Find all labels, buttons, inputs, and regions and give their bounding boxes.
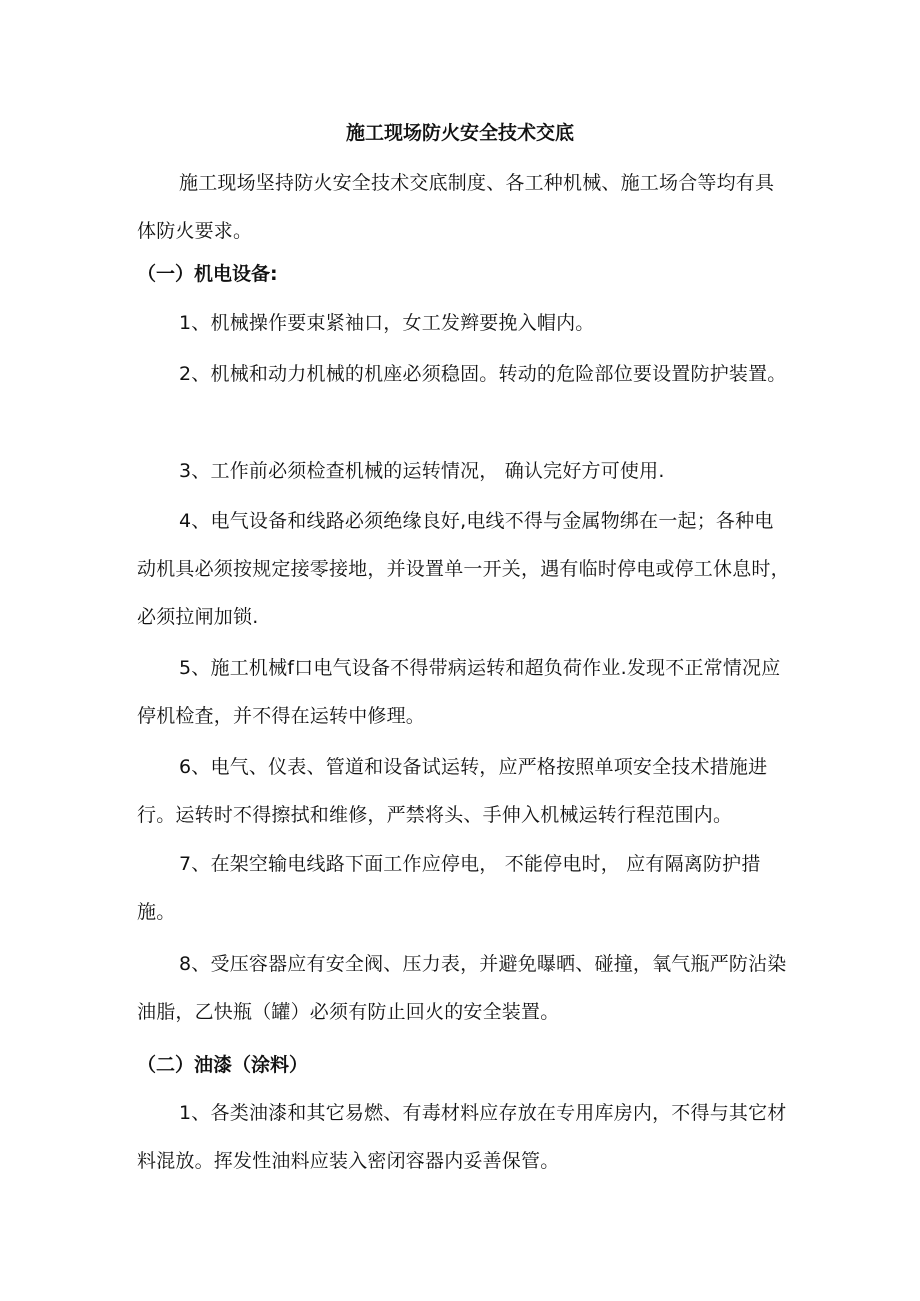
list-item: 8、受压容器应有安全阀、压力表，并避免曝晒、碰撞，氧气瓶严防沾染油脂，乙快瓶（罐）必须有防止回火的安全装置。 (137, 953, 787, 1023)
list-item: 1、机械操作要束紧袖口，女工发辫要挽入帽内。 (179, 312, 595, 334)
list-item: 7、在架空输电线路下面工作应停电， 不能停电时， 应有隔离防护措施。 (137, 853, 761, 923)
intro-paragraph: 施工现场坚持防火安全技术交底制度、各工种机械、施工场合等均有具体防火要求。 (137, 172, 775, 242)
section-heading-paint: （二）油漆（涂料） (137, 1054, 309, 1076)
list-item: 1、各类油漆和其它易燃、有毒材料应存放在专用库房内，不得与其它材料混放。挥发性油料应装入密闭容器内妥善保管。 (137, 1102, 787, 1172)
list-item: 4、电气设备和线路必须绝缘良好,电线不得与金属物绑在一起；各种电动机具必须按规定接零接地，并设置单一开关，遇有临时停电或停工休息时，必须拉闸加锁. (137, 510, 790, 628)
list-item: 5、施工机械f口电气设备不得带病运转和超负荷作业.发现不正常情况应停机检査，并不得在运转中修理。 (137, 657, 781, 727)
list-item: 2、机械和动力机械的机座必须稳固。转动的危险部位要设置防护装置。 (179, 363, 787, 385)
document-title: 施工现场防火安全技术交底 (345, 122, 574, 144)
list-item: 6、电气、仪表、管道和设备试运转，应严格按照单项安全技术措施进行。运转时不得擦拭和维修，严禁将头、手伸入机械运转行程范围内。 (137, 756, 768, 826)
list-item: 3、工作前必须检查机械的运转情况， 确认完好方可使用. (179, 460, 665, 482)
section-heading-electromechanical: （一）机电设备: (137, 263, 278, 285)
